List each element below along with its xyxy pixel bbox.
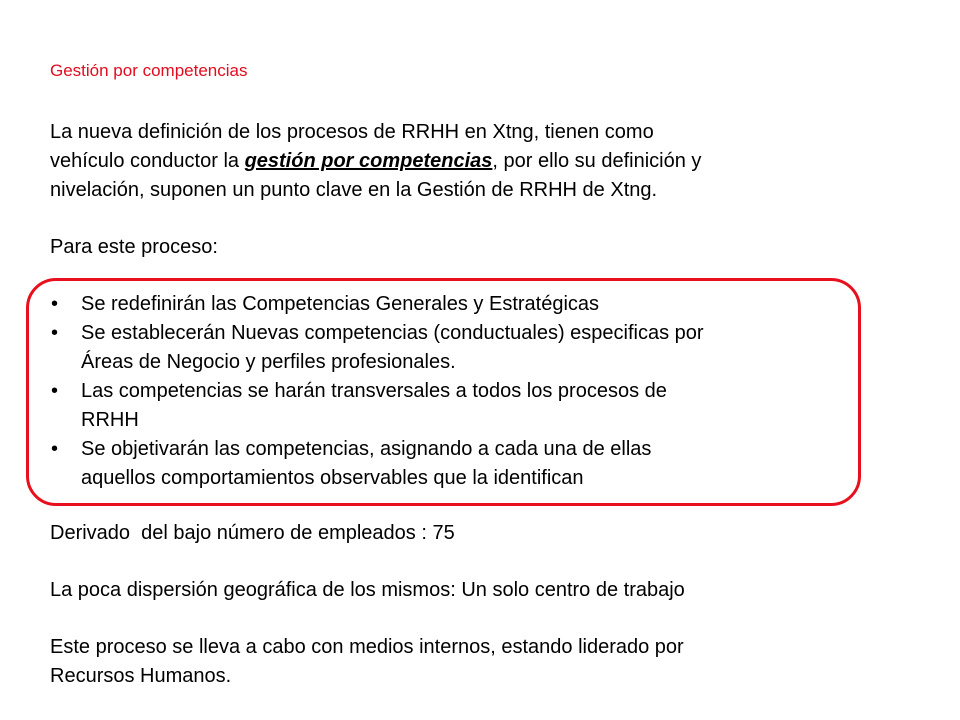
bullet-line: aquellos comportamientos observables que la identifican (81, 467, 584, 489)
bullet-line: Las competencias se harán transversales a todos los procesos de (81, 380, 667, 402)
intro-line-2 (50, 147, 870, 176)
intro-line-1: La nueva definición de los procesos de RRHH en Xtng, tienen como (50, 121, 654, 143)
intro-line-2-before: vehículo conductor la (50, 150, 245, 172)
final-paragraph (50, 633, 870, 691)
bullet-line: Se objetivarán las competencias, asignando a cada una de ellas (81, 438, 652, 460)
final-line-1: Este proceso se lleva a cabo con medios internos, estando liderado por (50, 636, 684, 658)
bullet-item (50, 435, 860, 493)
intro-paragraph (50, 118, 870, 205)
bullet-marker: • (51, 380, 59, 402)
intro-line-2-after: , por ello su definición y (492, 150, 702, 172)
bullet-line: Áreas de Negocio y perfiles profesionales. (81, 351, 456, 373)
bullet-line: Se redefinirán las Competencias Generales y Estratégicas (81, 293, 600, 315)
bullet-line: RRHH (81, 409, 139, 431)
bullet-marker: • (51, 322, 59, 344)
intro-line-3: nivelación, suponen un punto clave en la Gestión de RRHH de Xtng. (50, 179, 658, 201)
bullet-item (50, 319, 860, 377)
para-este-proceso: Para este proceso: (50, 236, 218, 258)
bullet-marker: • (51, 438, 59, 460)
slide-title: Gestión por competencias (50, 61, 248, 80)
final-line-2: Recursos Humanos. (50, 665, 232, 687)
dispersion-text: La poca dispersión geográfica de los mismos: Un solo centro de trabajo (50, 579, 685, 601)
emphasis-gestion-por-competencias: gestión por competencias (244, 150, 493, 172)
bullet-item (50, 290, 860, 319)
bullet-marker: • (51, 293, 59, 315)
bullet-list (50, 290, 860, 493)
derivado-text: Derivado del bajo número de empleados : 75 (50, 522, 455, 544)
bullet-line: Se establecerán Nuevas competencias (conductuales) especificas por (81, 322, 704, 344)
bullet-item (50, 377, 860, 435)
